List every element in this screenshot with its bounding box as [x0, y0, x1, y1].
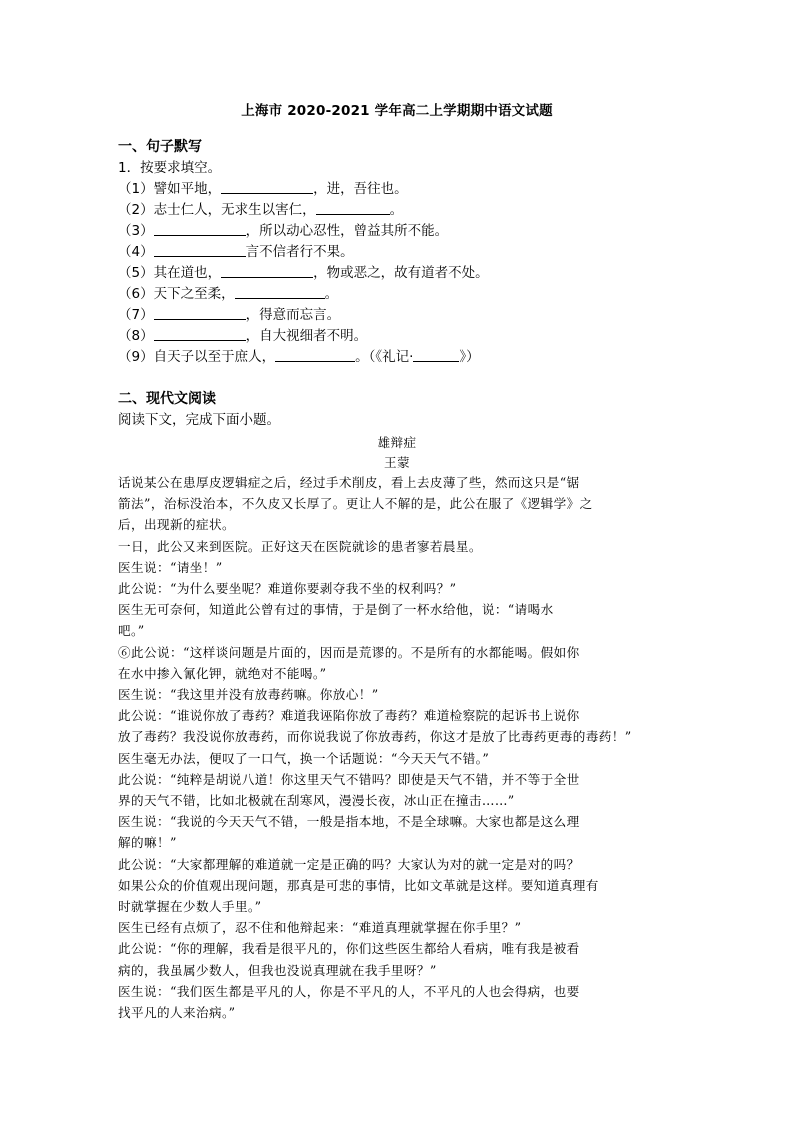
article-line: 找平凡的人来治病。”	[118, 1005, 236, 1020]
answer-blank	[275, 347, 355, 362]
article-line: 医生说：“我说的今天天气不错，一般是指本地，不是全球嘛。大家也都是这么理	[118, 814, 580, 830]
answer-blank	[154, 326, 246, 341]
answer-blank	[221, 263, 313, 278]
answer-blank	[154, 305, 246, 320]
answer-blank	[316, 200, 390, 215]
article-line: 如果公众的价值观出现问题，那真是可悲的事情，比如文革就是这样。要知道真理有	[118, 877, 599, 893]
article-line: 解的嘛！”	[118, 835, 177, 851]
question-instruction: 1．按要求填空。	[118, 160, 222, 176]
fill-item-8: （8） ，自大视细者不明。	[118, 328, 368, 344]
answer-blank	[221, 179, 313, 194]
article-line: 医生说：“我这里并没有放毒药嘛。你放心！”	[118, 687, 379, 702]
fill-item-6: （6）天下之至柔， 。	[118, 286, 339, 302]
article-line: 医生说：“请坐！”	[118, 559, 223, 575]
article-line: 箭法”，治标没治本，不久皮又长厚了。更让人不解的是，此公在服了《逻辑学》之	[118, 496, 593, 512]
article-line: 一日，此公又来到医院。正好这天在医院就诊的患者寥若晨星。	[118, 538, 482, 554]
reading-instruction: 阅读下文，完成下面小题。	[118, 412, 280, 428]
page-title: 上海市 2020-2021 学年高二上学期期中语文试题	[241, 103, 553, 119]
article-line: ⑥此公说：“这样谈问题是片面的，因而是荒谬的。不是所有的水都能喝。假如你	[118, 644, 580, 660]
article-line: 此公说：“谁说你放了毒药？难道我诬陷你放了毒药？难道检察院的起诉书上说你	[118, 708, 580, 724]
answer-blank	[235, 284, 325, 299]
article-line: 后，出现新的症状。	[118, 517, 235, 533]
section-heading-dictation: 一、句子默写	[118, 139, 202, 155]
article-line: 此公说：“大家都理解的难道就一定是正确的吗？大家认为对的就一定是对的吗？	[118, 856, 580, 872]
fill-item-5: （5）其在道也， ，物或恶之，故有道者不处。	[118, 265, 489, 281]
article-title: 雄辩症	[377, 435, 417, 450]
fill-item-1: （1）譬如平地， ，进，吾往也。	[118, 181, 408, 197]
article-line: 此公说：“纯粹是胡说八道！你这里天气不错吗？即使是天气不错，并不等于全世	[118, 771, 580, 787]
article-line: 医生已经有点烦了，忍不住和他辩起来：“难道真理就掌握在你手里？”	[118, 920, 522, 936]
answer-blank	[413, 347, 459, 362]
answer-blank	[154, 221, 246, 236]
article-line: 放了毒药？我没说你放毒药，而你说我说了你放毒药，你这才是放了比毒药更毒的毒药！”	[118, 729, 632, 745]
answer-blank	[154, 242, 246, 257]
article-line: 界的天气不错，比如北极就在刮寒风，漫漫长夜，冰山正在撞击……”	[118, 793, 515, 808]
article-line: 时就掌握在少数人手里。”	[118, 899, 262, 914]
article-author: 王蒙	[384, 455, 410, 470]
fill-item-4: （4） 言不信者行不果。	[118, 244, 354, 260]
fill-item-7: （7） ，得意而忘言。	[118, 307, 341, 323]
article-line: 医生无可奈何，知道此公曾有过的事情，于是倒了一杯水给他，说：“请喝水	[118, 602, 554, 618]
article-line: 吧。”	[118, 623, 145, 639]
article-line: 病的，我虽属少数人，但我也没说真理就在我手里呀？”	[118, 962, 437, 978]
fill-item-3: （3） ，所以动心忍性，曾益其所不能。	[118, 223, 449, 239]
article-line: 此公说：“为什么要坐呢？难道你要剥夺我不坐的权利吗？”	[118, 581, 457, 596]
fill-item-9: （9）自天子以至于庶人， 。（《礼记· 》）	[118, 349, 480, 365]
article-line: 话说某公在患厚皮逻辑症之后，经过手术削皮，看上去皮薄了些，然而这只是“锯	[118, 475, 580, 490]
article-line: 医生毫无办法，便叹了一口气，换一个话题说：“今天天气不错。”	[118, 750, 490, 766]
fill-item-2: （2）志士仁人，无求生以害仁， 。	[118, 202, 404, 218]
section-heading-reading: 二、现代文阅读	[118, 391, 216, 407]
article-line: 医生说：“我们医生都是平凡的人，你是不平凡的人，不平凡的人也会得病，也要	[118, 983, 580, 999]
article-line: 在水中掺入氰化钾，就绝对不能喝。”	[118, 665, 327, 681]
article-line: 此公说：“你的理解，我看是很平凡的，你们这些医生都给人看病，唯有我是被看	[118, 941, 580, 957]
